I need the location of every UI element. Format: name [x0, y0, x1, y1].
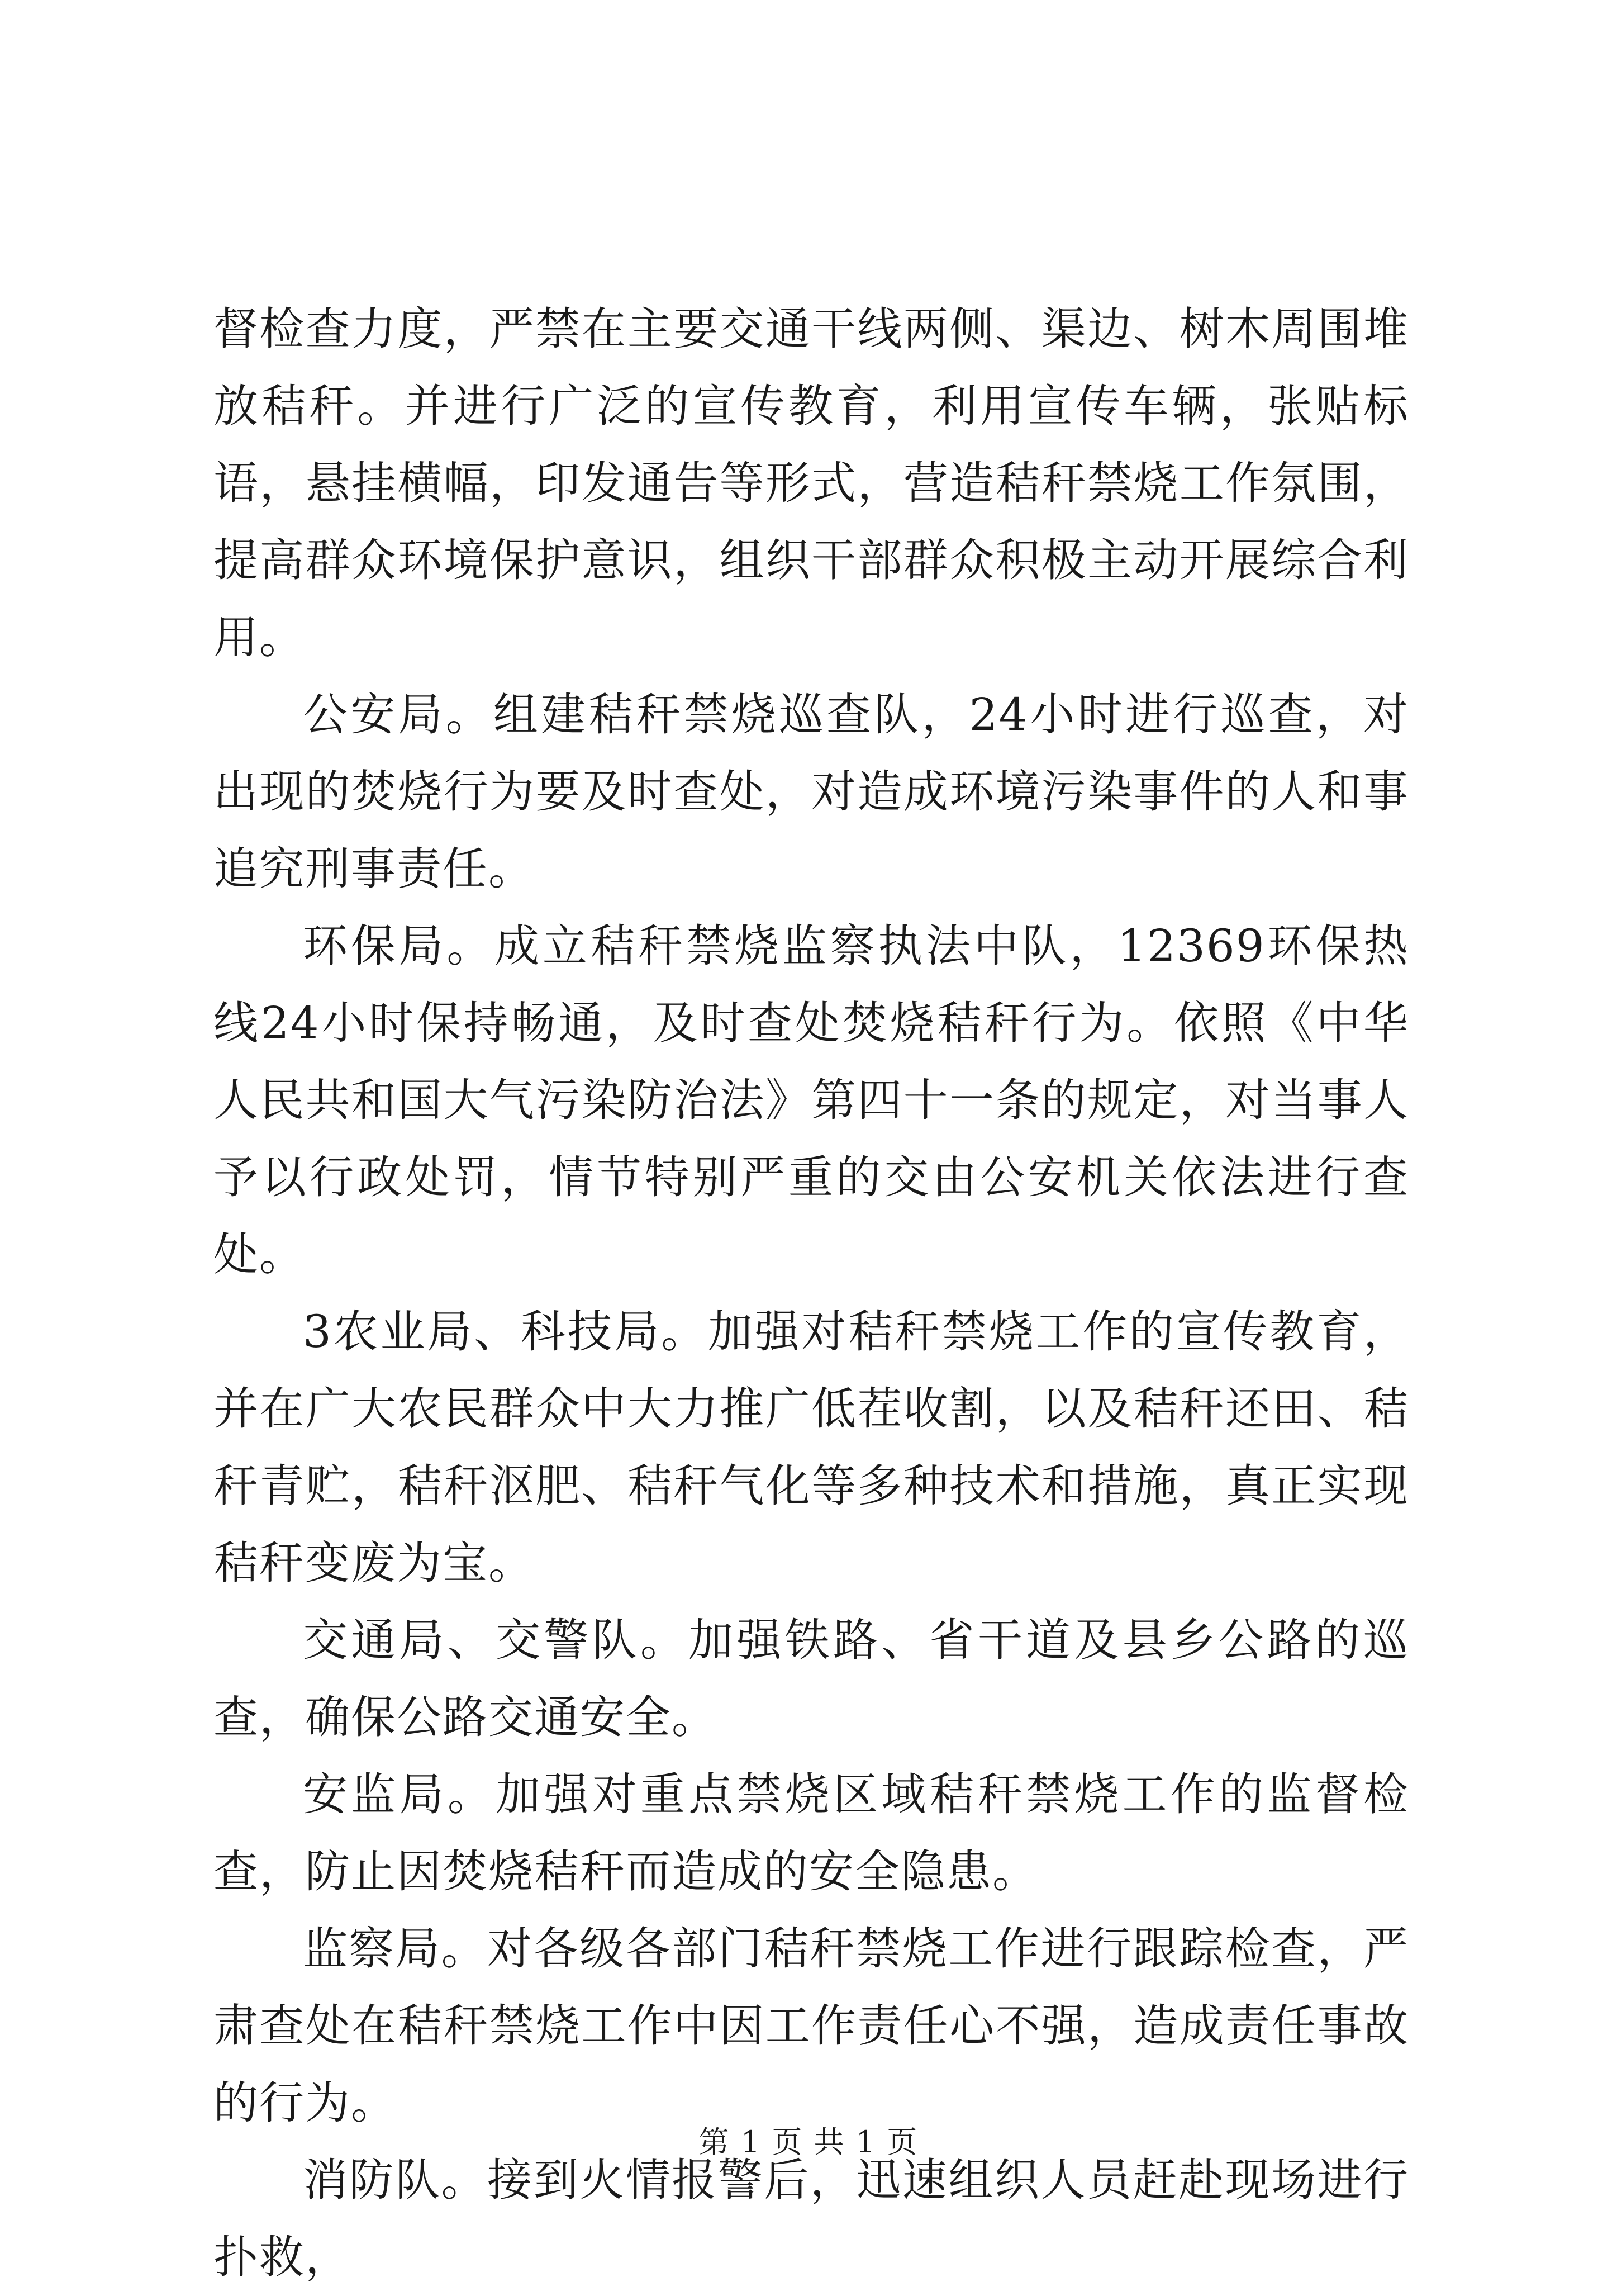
paragraph-transport-traffic-police: 交通局、交警队。加强铁路、省干道及县乡公路的巡查，确保公路交通安全。 — [213, 1614, 1409, 1743]
paragraph-safety-supervision: 安监局。加强对重点禁烧区域秸秆禁烧工作的监督检查，防止因焚烧秸秆而造成的安全隐患。 — [213, 1768, 1409, 1897]
document-body — [213, 291, 1409, 2296]
paragraph-public-security: 公安局。组建秸秆禁烧巡查队，24小时进行巡查，对出现的焚烧行为要及时查处，对造成环境污染事件的人和事追究刑事责任。 — [213, 689, 1409, 895]
paragraph-agriculture-technology: 3农业局、科技局。加强对秸秆禁烧工作的宣传教育，并在广大农民群众中大力推广低茬收割，以及秸秆还田、秸秆青贮，秸秆沤肥、秸秆气化等多种技术和措施，真正实现秸秆变废为宝。 — [213, 1306, 1409, 1589]
paragraph-fire-brigade: 消防队。接到火情报警后，迅速组织人员赶赴现场进行扑救， — [213, 2154, 1409, 2283]
paragraph-supervision-bureau: 监察局。对各级各部门秸秆禁烧工作进行跟踪检查，严肃查处在秸秆禁烧工作中因工作责任心不强，造成责任事故的行为。 — [213, 1923, 1409, 2129]
paragraph-continuation: 督检查力度，严禁在主要交通干线两侧、渠边、树木周围堆放秸秆。并进行广泛的宣传教育，利用宣传车辆，张贴标语，悬挂横幅，印发通告等形式，营造秸秆禁烧工作氛围，提高群众环境保护意识，组织干部群众积极主动开展综合利用。 — [213, 303, 1409, 663]
paragraph-environmental-protection: 环保局。成立秸秆禁烧监察执法中队，12369环保热线24小时保持畅通，及时查处焚烧秸秆行为。依照《中华人民共和国大气污染防治法》第四十一条的规定，对当事人予以行政处罚，情节特别严重的交由公安机关依法进行查处。 — [213, 920, 1409, 1280]
page-footer: 第 1 页 共 1 页 — [698, 2124, 919, 2160]
